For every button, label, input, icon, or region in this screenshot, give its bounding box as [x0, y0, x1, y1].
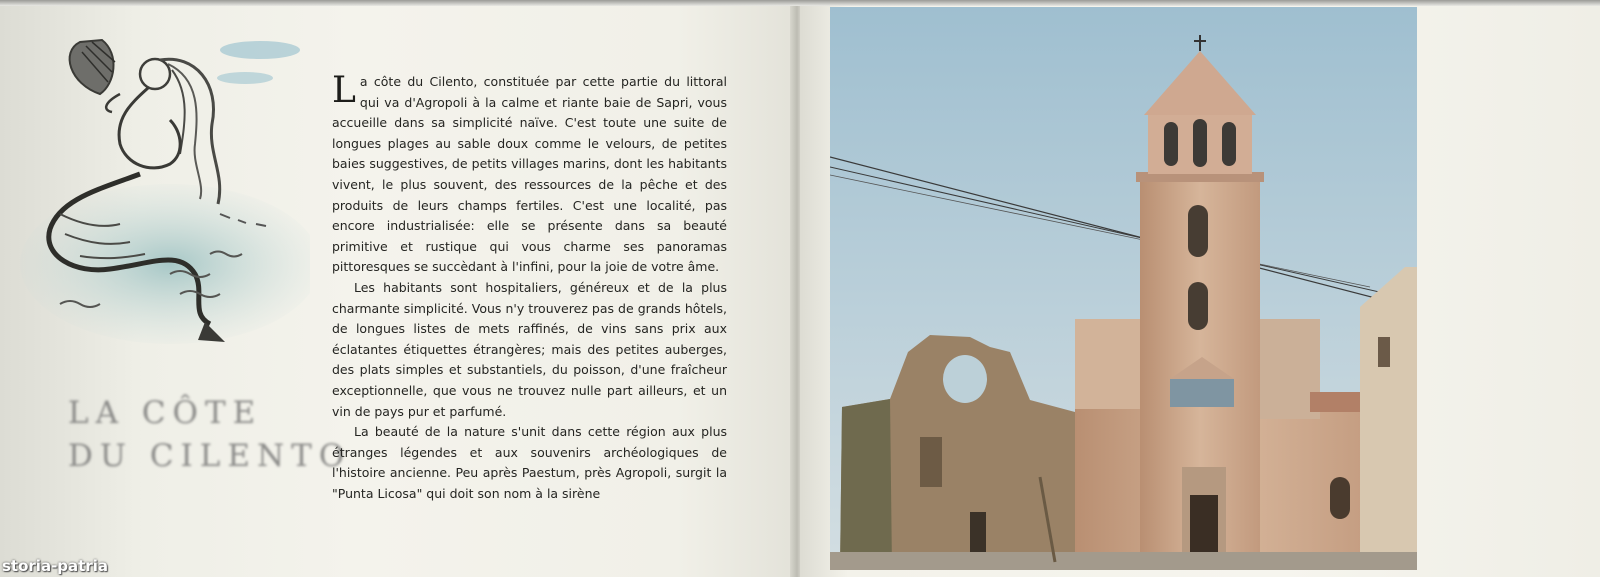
paragraph-1-text: a côte du Cilento, constituée par cette partie du littoral qui va d'Agropoli à la calme et riante baie de Sapri, vous accueille dans sa simplicité naïve. C'est toute une suite de longues plages au sable doux comme le velours, de petites baies suggestives, de petits villages marins, dont les habitants vivent, le plus souvent, des ressources de la pêche et des produits de leurs champs fertiles. C'est une localité, pas encore industrialisée: elle se présente dans sa beauté primitive et rustique qui vous charme ses panoramas pittoresques se succèdant à l'infini, pour la joie de votre âme.	[332, 74, 727, 275]
church-illustration	[830, 7, 1417, 570]
church-photo	[830, 7, 1417, 570]
paragraph-3: La beauté de la nature s'unit dans cette région aux plus étranges légendes et aux souvenirs archéologiques de l'histoire ancienne. Peu après Paestum, près Agropoli, surgit la "Punta Licosa" qui doit son nom à la sirène	[332, 424, 727, 501]
side-title	[68, 392, 352, 478]
drop-cap: L	[332, 70, 356, 111]
paragraph-2: Les habitants sont hospitaliers, généreux et de la plus charmante simplicité. Vous n'y trouverez pas de grands hôtels, de longues listes de mets raffinés, de vins sans prix aux éclatantes étiquettes étrangères; mais des petites auberges, des plats simples et substantiels, du poisson, d'une fraîcheur exceptionnelle, que vous ne trouvez nulle part ailleurs, et un vin de pays pur et parfumé.	[332, 279, 727, 419]
body-text	[332, 72, 727, 504]
left-page	[0, 0, 796, 577]
mermaid-illustration-icon	[20, 24, 310, 354]
side-title-line2: DU CILENTO	[68, 438, 352, 474]
watermark: storia-patria	[2, 557, 108, 575]
paragraph-1	[332, 72, 727, 278]
side-title-line1: LA CÔTE	[68, 395, 263, 431]
scan-top-edge	[0, 0, 1600, 6]
